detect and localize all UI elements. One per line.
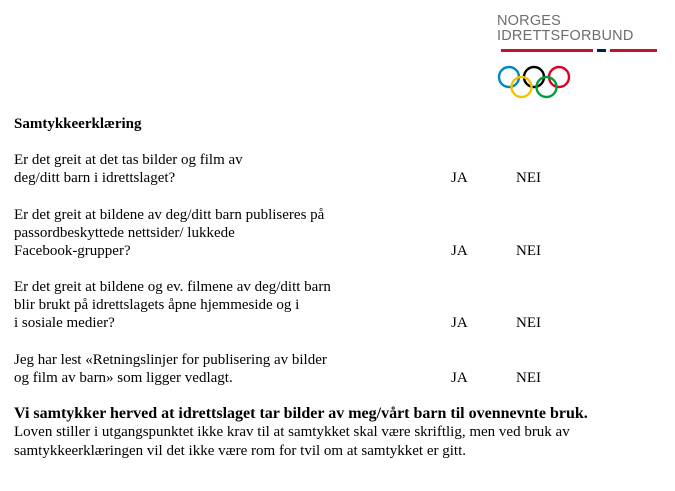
question-3-no-option[interactable]: NEI xyxy=(516,315,541,331)
logo-text-idrettsforbund: IDRETTSFORBUND xyxy=(497,27,634,44)
olympic-rings-icon xyxy=(497,64,573,100)
question-2-line-2: passordbeskyttede nettsider/ lukkede xyxy=(14,225,235,241)
logo-text-norges: NORGES xyxy=(497,13,562,29)
question-4-no-option[interactable]: NEI xyxy=(516,370,541,386)
question-3 xyxy=(14,278,331,332)
question-3-line-3: i sosiale medier? xyxy=(14,315,115,331)
question-3-line-2: blir brukt på idrettslagets åpne hjemmeside og i xyxy=(14,297,300,313)
question-1-yes-option[interactable]: JA xyxy=(451,170,468,186)
question-1-line-1: Er det greit at det tas bilder og film av xyxy=(14,152,243,168)
consent-text: Loven stiller i utgangspunktet ikke krav til at samtykket skal være skriftlig, men ved bruk av samtykkeerklæringen vil det ikke være rom for tvil om at samtykket er gitt. xyxy=(14,424,570,459)
question-4 xyxy=(14,351,327,387)
question-4-line-2: og film av barn» som ligger vedlagt. xyxy=(14,370,233,386)
consent-heading: Vi samtykker herved at idrettslaget tar bilder av meg/vårt barn til ovennevnte bruk. xyxy=(14,405,588,422)
question-2 xyxy=(14,206,324,260)
norwegian-flag-stripe xyxy=(501,49,657,52)
question-1-line-2: deg/ditt barn i idrettslaget? xyxy=(14,170,176,186)
question-4-line-1: Jeg har lest «Retningslinjer for publisering av bilder xyxy=(14,352,327,368)
nif-logo xyxy=(497,14,662,104)
question-3-line-1: Er det greit at bildene og ev. filmene av deg/ditt barn xyxy=(14,279,331,295)
question-2-line-3: Facebook-grupper? xyxy=(14,243,131,259)
document-title: Samtykkeerklæring xyxy=(14,116,142,132)
question-4-yes-option[interactable]: JA xyxy=(451,370,468,386)
question-3-yes-option[interactable]: JA xyxy=(451,315,468,331)
question-2-no-option[interactable]: NEI xyxy=(516,243,541,259)
question-2-yes-option[interactable]: JA xyxy=(451,243,468,259)
consent-section xyxy=(14,404,664,461)
question-1 xyxy=(14,151,243,187)
question-2-line-1: Er det greit at bildene av deg/ditt barn publiseres på xyxy=(14,207,325,223)
question-1-no-option[interactable]: NEI xyxy=(516,170,541,186)
